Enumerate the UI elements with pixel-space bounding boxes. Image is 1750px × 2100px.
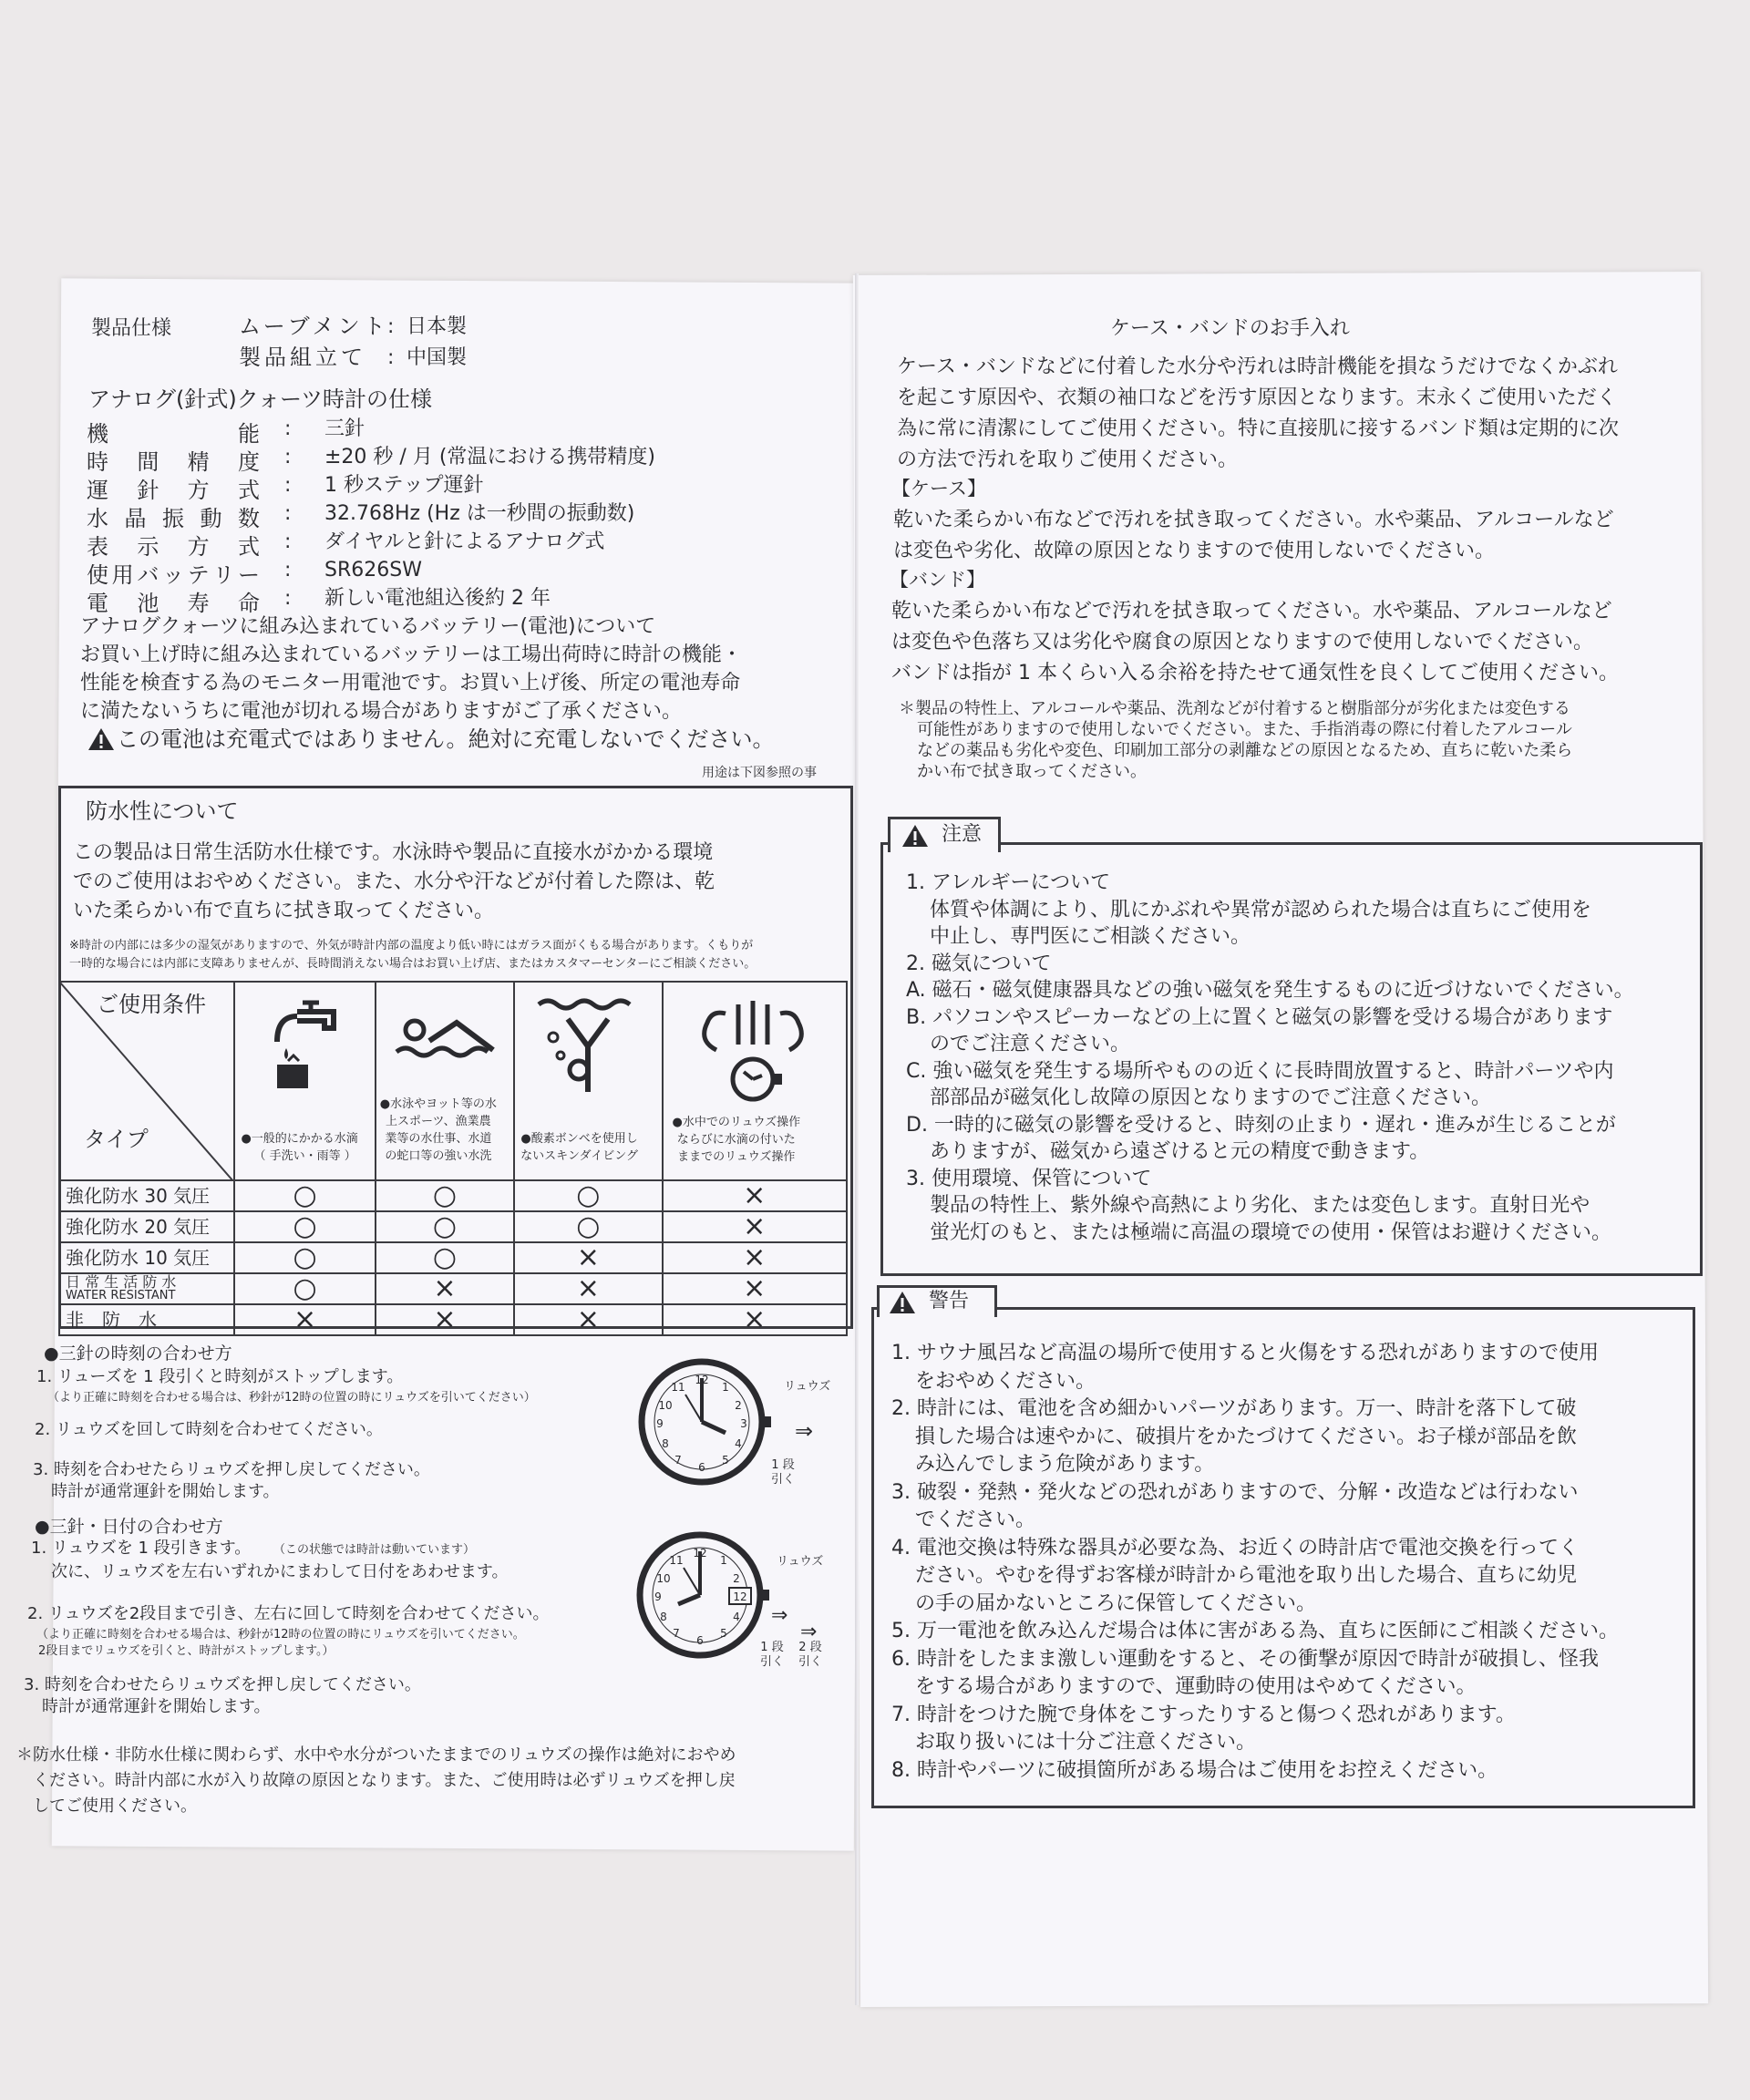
- table-corner-cell: [59, 982, 234, 1180]
- condensation-note: ※時計の内部には多少の湿気がありますので、外気が時計内部の温度より低い時にはガラス面がくもる場合があります。くもりが 一時的な場合には内部に支障ありませんが、長時間消えない場合はお買い上げ店、またはカスタマーセンターにご相談ください。: [69, 939, 757, 971]
- svg-text:5: 5: [722, 1454, 729, 1467]
- cross-mark: ×: [743, 1241, 767, 1273]
- condition-caption: ならびに水滴の付いた: [676, 1133, 796, 1147]
- cross-mark: ×: [433, 1303, 457, 1335]
- svg-text:10: 10: [656, 1572, 671, 1585]
- pull-label: 引く: [798, 1655, 823, 1669]
- colon: :: [387, 315, 395, 338]
- condition-caption: 上スポーツ、漁業農: [386, 1115, 491, 1128]
- date-step: 1. リュウズを 1 段引きます。: [31, 1539, 252, 1558]
- condition-column: [234, 982, 375, 1180]
- cross-mark: ×: [293, 1303, 317, 1335]
- date-step: 2. リュウズを2段目まで引き、左右に回して時刻を合わせてください。: [27, 1604, 550, 1623]
- cross-mark: ×: [576, 1272, 600, 1304]
- table-row: [59, 1211, 847, 1242]
- colon: :: [284, 417, 292, 440]
- spec-label: 時間精度: [87, 449, 260, 475]
- table-row: [59, 1180, 847, 1211]
- svg-text:1: 1: [722, 1381, 729, 1394]
- spec-label: 水晶振動数: [87, 506, 260, 531]
- mark-cell: [663, 1304, 848, 1335]
- cross-mark: ×: [743, 1210, 767, 1242]
- colon: :: [284, 446, 292, 468]
- type-cell: [59, 1242, 234, 1273]
- mark-cell: [376, 1211, 514, 1242]
- case-body: 乾いた柔らかい布などで汚れを拭き取ってください。水や薬品、アルコールなど は変色や劣化、故障の原因となりますので使用しないでください。: [893, 509, 1614, 562]
- spec-value: 新しい電池組込後約 2 年: [324, 587, 551, 610]
- warning-list: 1. サウナ風呂など高温の場所で使用すると火傷をする恐れがありますので使用 をおやめください。 2. 時計には、電池を含め細かいパーツがあります。万一、時計を落下して破 損した場合は速やかに、破損片をかたづけてください。お子様が部品を飲 み込んでしまう危険があります。 3. 破裂・発熱・発火などの恐れがありますので、分解・改造などは行わない でください。 4. 電池交換は特殊な器具が必要な為、お近くの時計店で電池交換を行ってく ださい。やむを得ずお客様が時計から電池を取り出した場合、直ちに幼児 の手の届かないところに保管してください。 5. 万一電池を飲み込んだ場合は体に害がある為、直ちに医師にご相談ください。 6. 時計をしたまま激しい運動をすると、その衝撃が原因で時計が破損し、怪我 をする場合がありますので、運動時の使用はやめてください。 7. 時計をつけた腕で身体をこすったりすると傷つく恐れがあります。 お取り扱いには十分ご注意ください。 8. 時計やパーツに破損箇所がある場合はご使用をお控えください。: [891, 1342, 1619, 1782]
- crown-pull-arrow-icon: ⇒: [800, 1621, 818, 1643]
- mark-cell: [514, 1304, 662, 1335]
- condition-caption: ●水泳やヨット等の水: [379, 1097, 497, 1111]
- svg-text:11: 11: [669, 1554, 684, 1567]
- crown-label: リュウズ: [777, 1555, 824, 1569]
- spec-label: 使用バッテリー: [87, 562, 260, 588]
- mark-cell: [234, 1242, 375, 1273]
- circle-mark: ○: [432, 1241, 458, 1273]
- care-note: ＊製品の特性上、アルコールや薬品、洗剤などが付着すると樹脂部分が劣化または変色する 可能性がありますので使用しないでください。また、手指消毒の際に付着したアルコール などの薬品も劣化や変色、印刷加工部分の剥離などの原因となるため、直ちに乾いた柔ら かい布で拭き取ってください。: [899, 699, 1573, 781]
- condition-caption: ●一般的にかかる水滴: [241, 1132, 358, 1146]
- battery-warning-icon: [88, 727, 115, 755]
- battery-warning: この電池は充電式ではありません。絶対に充電しないでください。: [117, 726, 775, 752]
- condition-caption: ままでのリュウズ操作: [677, 1150, 796, 1164]
- svg-text:4: 4: [735, 1437, 742, 1450]
- spec-label: 運針方式: [87, 478, 260, 503]
- table-row: [59, 1273, 847, 1304]
- spec-title: 製品仕様: [91, 317, 172, 340]
- care-intro: ケース・バンドなどに付着した水分や汚れは時計機能を損なうだけでなくかぶれ を起こす原因や、衣類の袖口などを汚す原因となります。末永くご使用いただく 為に常に清潔にしてご使用ください。特に直接肌に接するバンド類は定期的に次 の方法で汚れを取りご使用ください。: [897, 355, 1620, 471]
- type-cell: [59, 1304, 234, 1335]
- type-label: 強化防水 30 気圧: [66, 1185, 211, 1207]
- mark-cell: [663, 1180, 848, 1211]
- svg-text:7: 7: [674, 1454, 682, 1467]
- circle-mark: ○: [576, 1179, 601, 1211]
- mark-cell: [663, 1211, 848, 1242]
- pull-step-label: 1 段: [771, 1458, 795, 1472]
- three-hand-step: 2. リュウズを回して時刻を合わせてください。: [35, 1420, 383, 1439]
- type-label: 強化防水 10 気圧: [66, 1247, 211, 1269]
- condition-caption: の蛇口等の強い水洗: [385, 1149, 492, 1163]
- circle-mark: ○: [293, 1272, 317, 1304]
- water-resistance-table: [58, 981, 848, 1336]
- svg-text:9: 9: [654, 1590, 662, 1603]
- circle-mark: ○: [293, 1241, 317, 1273]
- svg-text:12: 12: [733, 1590, 747, 1603]
- svg-text:8: 8: [660, 1611, 667, 1623]
- type-label: 日 常 生 活 防 水: [66, 1273, 177, 1291]
- spec-value: ダイヤルと針によるアナログ式: [324, 530, 605, 553]
- circle-mark: ○: [576, 1210, 601, 1242]
- mark-cell: [376, 1180, 514, 1211]
- type-sublabel: WATER RESISTANT: [66, 1289, 176, 1302]
- three-hand-step: 1. リューズを 1 段引くと時刻がストップします。: [36, 1367, 404, 1386]
- condition-caption: （ 手洗い・雨等 ）: [253, 1149, 356, 1163]
- type-header: タイプ: [84, 1127, 149, 1152]
- colon: :: [284, 474, 292, 497]
- three-hand-step: （より正確に時刻を合わせる場合は、秒針が12時の位置の時にリュウズを引いてください）: [47, 1391, 536, 1405]
- movement-value: 日本製: [407, 315, 468, 338]
- band-heading: 【バンド】: [890, 569, 985, 591]
- svg-text:12: 12: [693, 1547, 707, 1560]
- mark-cell: [234, 1273, 375, 1304]
- svg-text:2: 2: [733, 1572, 740, 1585]
- watch-diagram-date: [627, 1531, 773, 1668]
- spec-value: 32.768Hz (Hz は一秒間の振動数): [324, 502, 635, 525]
- date-step: （より正確に時刻を合わせる場合は、秒針が12時の位置の時にリュウズを引いてください。: [36, 1628, 525, 1642]
- swimming-icon: [393, 1010, 502, 1065]
- type-cell: [59, 1211, 234, 1242]
- assembly-value: 中国製: [407, 346, 468, 369]
- usage-reference: 用途は下図参照の事: [702, 766, 817, 780]
- three-hand-title: ●三針の時刻の合わせ方: [44, 1343, 232, 1364]
- svg-text:3: 3: [740, 1417, 747, 1430]
- circle-mark: ○: [293, 1210, 317, 1242]
- condition-column: [663, 982, 848, 1180]
- svg-text:8: 8: [662, 1437, 669, 1450]
- mark-cell: [376, 1242, 514, 1273]
- mark-cell: [514, 1180, 662, 1211]
- svg-text:6: 6: [696, 1634, 704, 1647]
- pull-label: 引く: [771, 1473, 796, 1487]
- circle-mark: ○: [432, 1179, 458, 1211]
- pull-step-label: 2 段: [798, 1641, 822, 1654]
- mark-cell: [663, 1242, 848, 1273]
- cross-mark: ×: [576, 1303, 600, 1335]
- circle-mark: ○: [293, 1179, 317, 1211]
- mark-cell: [234, 1304, 375, 1335]
- svg-text:1: 1: [720, 1554, 727, 1567]
- type-cell: [59, 1273, 234, 1304]
- spec-label: 機能: [87, 421, 260, 447]
- type-label: 強化防水 20 気圧: [66, 1216, 211, 1238]
- date-step: （この状態では時計は動いています）: [273, 1543, 476, 1557]
- band-body: 乾いた柔らかい布などで汚れを拭き取ってください。水や薬品、アルコールなど は変色や色落ち又は劣化や腐食の原因となりますので使用しないでください。 バンドは指が 1 本くらい入る余裕を持たせて通気性を良くしてご使用ください。: [891, 600, 1619, 685]
- paper-fold: [855, 273, 859, 2005]
- spec-label: 電池寿命: [87, 591, 260, 616]
- condition-caption: ●酸素ボンベを使用し: [520, 1132, 638, 1146]
- crown-pull-arrow-icon: ⇒: [771, 1604, 788, 1627]
- case-heading: 【ケース】: [891, 478, 986, 499]
- water-resistance-title: 防水性について: [86, 798, 239, 824]
- pull-label: 引く: [760, 1655, 785, 1669]
- warning-tab: [877, 1285, 997, 1317]
- mark-cell: [234, 1180, 375, 1211]
- three-hand-step: 時計が通常運針を開始します。: [51, 1482, 280, 1501]
- type-label: 非 防 水: [66, 1309, 157, 1331]
- battery-note: アナログクォーツに組み込まれているバッテリー(電池)について お買い上げ時に組み込まれているバッテリーは工場出荷時に時計の機能・ 性能を検査する為のモニター用電池です。お買い上げ後、所定の電池寿命 に満たないうちに電池が切れる場合がありますがご了承ください。: [80, 615, 743, 723]
- spec-label: 表示方式: [87, 534, 260, 560]
- circle-mark: ○: [432, 1210, 458, 1242]
- mark-cell: [376, 1304, 514, 1335]
- cross-mark: ×: [743, 1303, 767, 1335]
- crown-under-water-icon: [689, 995, 817, 1105]
- care-title: ケース・バンドのお手入れ: [1110, 317, 1350, 340]
- caution-warning-icon: [901, 824, 929, 848]
- colon: :: [284, 559, 292, 582]
- date-step: 時計が通常運針を開始します。: [42, 1697, 271, 1716]
- condition-caption: ●水中でのリュウズ操作: [672, 1116, 801, 1129]
- mark-cell: [234, 1211, 375, 1242]
- pull-step-label: 1 段: [760, 1641, 784, 1654]
- mark-cell: [514, 1273, 662, 1304]
- svg-text:10: 10: [658, 1399, 673, 1412]
- table-row: [59, 1304, 847, 1335]
- condition-caption: 業等の水仕事、水道: [385, 1132, 492, 1146]
- cross-mark: ×: [743, 1272, 767, 1304]
- date-title: ●三針・日付の合わせ方: [35, 1517, 223, 1537]
- cross-mark: ×: [743, 1179, 767, 1211]
- movement-label: ムーブメント: [239, 314, 389, 339]
- svg-text:9: 9: [656, 1417, 664, 1430]
- svg-text:2: 2: [735, 1399, 742, 1412]
- svg-text:5: 5: [720, 1627, 727, 1640]
- colon: :: [284, 502, 292, 525]
- mark-cell: [514, 1211, 662, 1242]
- colon: :: [387, 346, 395, 369]
- crown-pull-arrow-icon: ⇒: [795, 1418, 814, 1444]
- colon: :: [284, 587, 292, 610]
- warning-label: 警告: [929, 1290, 970, 1312]
- faucet-icon: [261, 993, 352, 1094]
- date-step: 次に、リュウズを左右いずれかにまわして日付をあわせます。: [51, 1562, 509, 1581]
- colon: :: [284, 530, 292, 553]
- watch-diagram-three-hand: [629, 1358, 775, 1495]
- type-cell: [59, 1180, 234, 1211]
- crown-operation-footnote: ＊防水仕様・非防水仕様に関わらず、水中や水分がついたままでのリュウズの操作は絶対におやめ ください。時計内部に水が入り故障の原因となります。また、ご使用時は必ずリュウズを押し戻 してご使用ください。: [16, 1745, 736, 1816]
- warning-triangle-icon: [889, 1291, 916, 1314]
- diving-icon: [533, 997, 643, 1107]
- spec-value: ±20 秒 / 月 (常温における携帯精度): [324, 446, 655, 468]
- svg-text:12: 12: [695, 1374, 709, 1386]
- svg-text:7: 7: [673, 1627, 680, 1640]
- assembly-label: 製品組立て: [239, 345, 366, 370]
- condition-header: ご使用条件: [97, 992, 206, 1017]
- date-step: 2段目までリュウズを引くと、時計がストップします。）: [38, 1644, 335, 1658]
- three-hand-step: 3. 時刻を合わせたらリュウズを押し戻してください。: [33, 1460, 430, 1479]
- cross-mark: ×: [433, 1272, 457, 1304]
- mark-cell: [663, 1273, 848, 1304]
- svg-text:6: 6: [698, 1461, 705, 1474]
- spec-value: 1 秒ステップ運針: [324, 474, 484, 497]
- condition-column: [514, 982, 662, 1180]
- caution-label: 注意: [942, 823, 983, 846]
- date-step: 3. 時刻を合わせたらリュウズを押し戻してください。: [24, 1675, 421, 1694]
- caution-tab: [888, 817, 1001, 852]
- caution-list: 1. アレルギーについて 体質や体調により、肌にかぶれや異常が認められた場合は直ちにご使用を 中止し、専門医にご相談ください。 2. 磁気について A. 磁石・磁気健康器具などの強い磁気を発生するものに近づけないでください。 B. パソコンやスピーカーなどの上に置くと磁気の影響を受ける場合があります のでご注意ください。 C. 強い磁気を発生する場所やものの近くに長時間放置すると、時計パーツや内 部部品が磁気化し故障の原因となりますのでご注意ください。 D. 一時的に磁気の影響を受けると、時刻の止まり・遅れ・進みが生じることが ありますが、磁気から遠ざけると元の精度で動きます。 3. 使用環境、保管について 製品の特性上、紫外線や高熱により劣化、または変色します。直射日光や 蛍光灯のもと、または極端に高温の環境での使用・保管はお避けください。: [906, 871, 1634, 1244]
- spec-value: 三針: [324, 417, 365, 440]
- analog-spec-title: アナログ(針式)クォーツ時計の仕様: [88, 386, 433, 412]
- spec-value: SR626SW: [324, 559, 422, 582]
- condition-column: [376, 982, 514, 1180]
- svg-text:4: 4: [733, 1611, 740, 1623]
- cross-mark: ×: [576, 1241, 600, 1273]
- svg-text:11: 11: [671, 1381, 685, 1394]
- mark-cell: [376, 1273, 514, 1304]
- mark-cell: [514, 1242, 662, 1273]
- table-row: [59, 1242, 847, 1273]
- condition-caption: ないスキンダイビング: [520, 1149, 638, 1163]
- crown-label: リュウズ: [784, 1380, 831, 1394]
- water-resistance-body: この製品は日常生活防水仕様です。水泳時や製品に直接水がかかる環境 でのご使用はおやめください。また、水分や汗などが付着した際は、乾 いた柔らかい布で直ちに拭き取ってください。: [73, 841, 715, 922]
